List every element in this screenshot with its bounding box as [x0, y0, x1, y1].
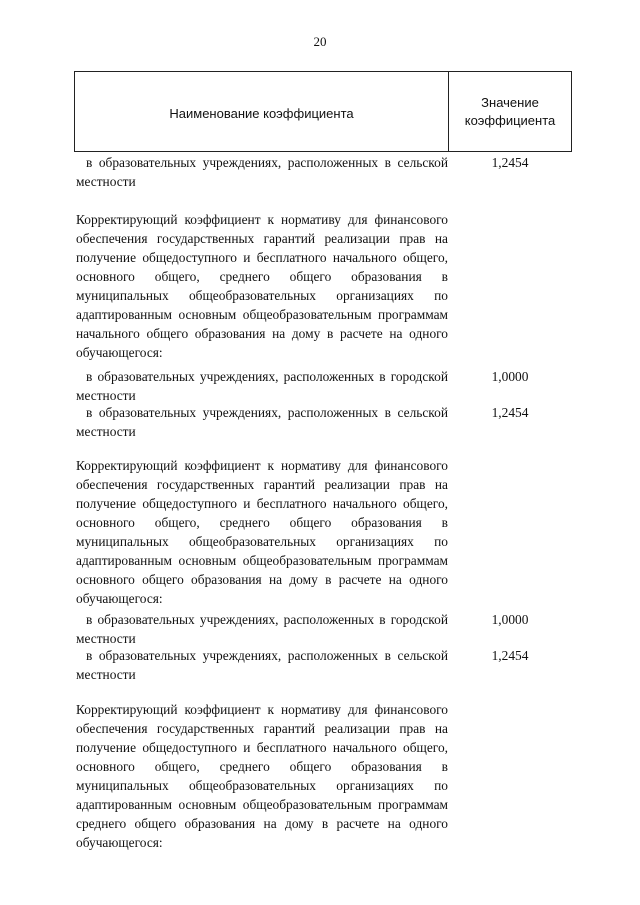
row-text: в образовательных учреждениях, расположенных в городской местности [76, 612, 448, 646]
row-value: 1,2454 [491, 648, 529, 663]
row-text: в образовательных учреждениях, расположенных в сельской местности [76, 405, 448, 439]
row-text: в образовательных учреждениях, расположенных в сельской местности [76, 648, 448, 682]
row-value: 1,0000 [491, 612, 529, 627]
row-text: Корректирующий коэффициент к нормативу для финансового обеспечения государственных гарантий реализации прав на получение общедоступного и бесплатного начального общего, основного общего, среднего общего образования в муниципальных общеобразовательных организациях по адаптированным основным общеобразовательным программам начального общего образования на дому в расчете на одного обучающегося: [76, 212, 448, 360]
row-value: 1,0000 [491, 369, 529, 384]
row-text: в образовательных учреждениях, расположенных в сельской местности [76, 155, 448, 189]
header-coefficient-value [449, 94, 571, 130]
page-number: 20 [313, 34, 327, 49]
row-value: 1,2454 [491, 405, 529, 420]
table-header [74, 71, 572, 152]
row-text: Корректирующий коэффициент к нормативу для финансового обеспечения государственных гарантий реализации прав на получение общедоступного и бесплатного начального общего, основного общего, среднего общего образования в муниципальных общеобразовательных организациях по адаптированным основным общеобразовательным программам основного общего образования на дому в расчете на одного обучающегося: [76, 458, 448, 606]
header-coefficient-name: Наименование коэффициента [169, 106, 354, 121]
row-text: Корректирующий коэффициент к нормативу для финансового обеспечения государственных гарантий реализации прав на получение общедоступного и бесплатного начального общего, основного общего, среднего общего образования в муниципальных общеобразовательных организациях по адаптированным основным общеобразовательным программам среднего общего образования на дому в расчете на одного обучающегося: [76, 702, 448, 850]
row-value: 1,2454 [491, 155, 529, 170]
header-value-line1: Значение [481, 95, 539, 110]
row-text: в образовательных учреждениях, расположенных в городской местности [76, 369, 448, 403]
header-value-line2: коэффициента [464, 113, 556, 128]
